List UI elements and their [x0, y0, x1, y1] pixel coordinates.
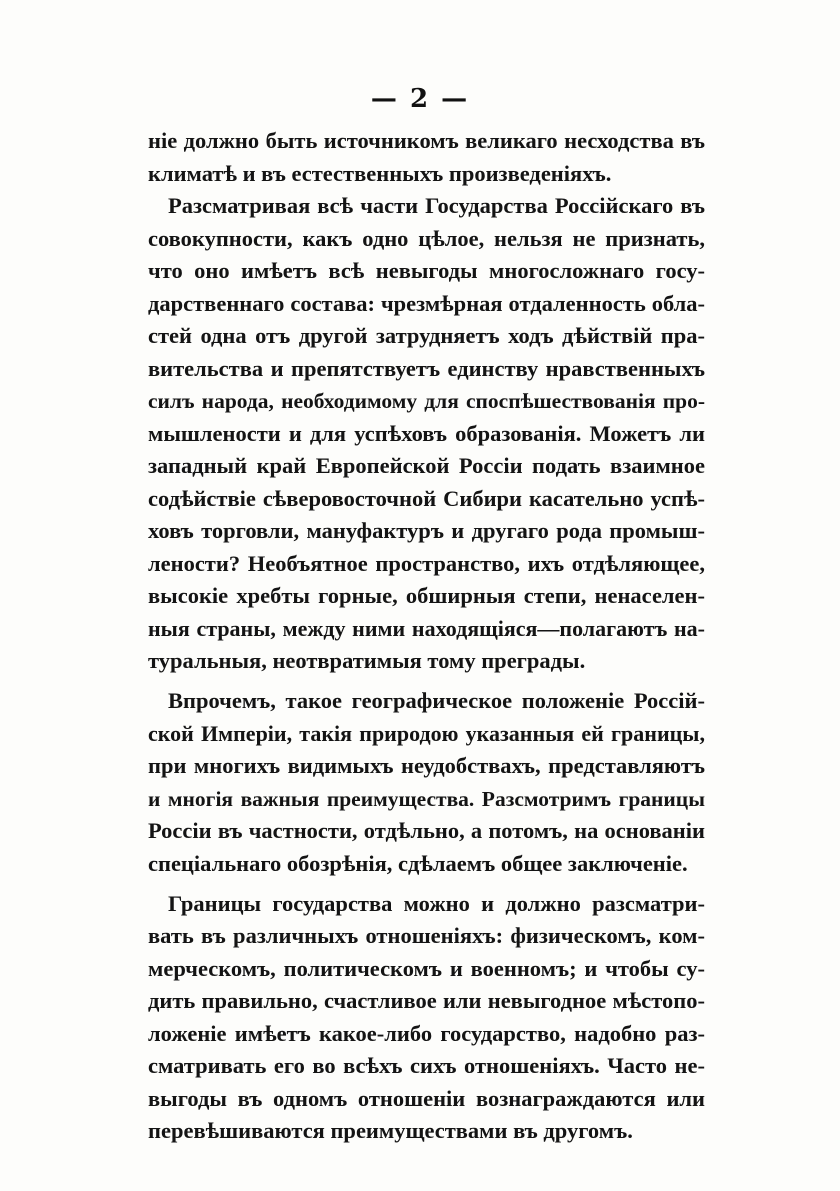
- text-line: ховъ торговли, мануфактуръ и другаго рода промыш-: [148, 518, 705, 543]
- text-line: Впрочемъ, такое географическое положеніе Россій-: [168, 688, 705, 713]
- text-line: вительства и препятствуетъ единству нравственныхъ: [148, 356, 705, 381]
- text-line: мышлености и для успѣховъ образованія. Можетъ ли: [148, 421, 705, 446]
- text-line: мерческомъ, политическомъ и военномъ; и чтобы су-: [148, 956, 705, 981]
- text-line: дарственнаго состава: чрезмѣрная отдаленность обла-: [148, 291, 705, 316]
- text-line: Россіи въ частности, отдѣльно, а потомъ, на основаніи: [148, 818, 705, 843]
- page-number: — 2 —: [370, 84, 470, 114]
- text-line: туральныя, неотвратимыя тому преграды.: [148, 648, 586, 673]
- text-line: западный край Европейской Россіи подать взаимное: [148, 453, 705, 478]
- text-line: вать въ различныхъ отношеніяхъ: физическомъ, ком-: [148, 923, 705, 948]
- text-line: Разсматривая всѣ части Государства Россійскаго въ: [168, 193, 705, 218]
- text-line: при многихъ видимыхъ неудобствахъ, представляютъ: [148, 753, 705, 778]
- text-line: совокупности, какъ одно цѣлое, нельзя не признать,: [148, 226, 705, 251]
- text-line: спеціальнаго обозрѣнія, сдѣлаемъ общее заключеніе.: [148, 851, 688, 876]
- text-line: дить правильно, счастливое или невыгодное мѣстопо-: [148, 988, 705, 1013]
- text-line: ложеніе имѣетъ какое-либо государство, надобно раз-: [148, 1021, 705, 1046]
- text-line: климатѣ и въ естественныхъ произведеніяхъ.: [148, 161, 612, 186]
- text-line: высокіе хребты горные, обширныя степи, ненаселен-: [148, 583, 705, 608]
- text-line: ніе должно быть источникомъ великаго несходства въ: [148, 128, 705, 153]
- text-line: стей одна отъ другой затрудняетъ ходъ дѣйствій пра-: [148, 323, 705, 348]
- text-line: перевѣшиваются преимуществами въ другомъ.: [148, 1118, 633, 1143]
- text-line: ской Имперіи, такія природою указанныя ей границы,: [148, 721, 705, 746]
- text-line: что оно имѣетъ всѣ невыгоды многосложнаго госу-: [148, 258, 705, 283]
- text-line: содѣйствіе сѣверовосточной Сибири касательно успѣ-: [148, 486, 705, 511]
- text-line: ныя страны, между ними находящіяся—полагаютъ на-: [148, 616, 705, 641]
- text-line: лености? Необъятное пространство, ихъ отдѣляющее,: [148, 551, 705, 576]
- text-line: выгоды въ одномъ отношеніи вознаграждаются или: [148, 1086, 705, 1111]
- text-line: сматривать его во всѣхъ сихъ отношеніяхъ. Часто не-: [148, 1053, 705, 1078]
- text-line: и многія важныя преимущества. Разсмотримъ границы: [148, 787, 705, 811]
- text-line: Границы государства можно и должно разсматри-: [168, 891, 705, 916]
- text-line: силъ народа, необходимому для споспѣшествованія про-: [148, 389, 705, 413]
